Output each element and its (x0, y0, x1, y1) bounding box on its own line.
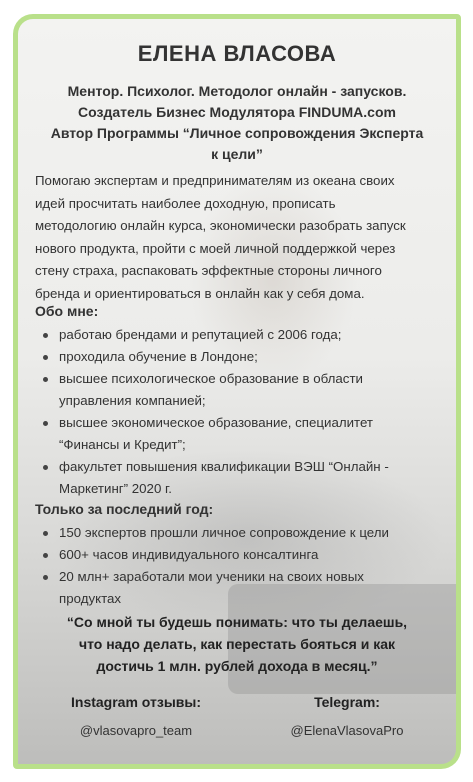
profile-card (13, 14, 461, 769)
intro-line: нового продукта, пройти с моей личной поддержкой через (35, 240, 396, 256)
about-list (42, 324, 442, 500)
list-item (42, 544, 442, 566)
intro-line: идей просчитать наиболее доходную, прописать (35, 195, 336, 211)
last-year-list (42, 522, 442, 610)
intro-line: методологию онлайн курса, экономически разобрать запуск (35, 218, 406, 233)
about-heading: Обо мне: (35, 303, 99, 319)
role-line: Автор Программы “Личное сопровождения Эксперта (50, 125, 424, 141)
telegram-handle-link[interactable]: @ElenaVlasovaPro (290, 723, 404, 738)
quote-line: что надо делать, как перестать бояться и как (78, 636, 396, 652)
list-item-text: “Финансы и Кредит”; (59, 437, 186, 452)
list-item-text: факультет повышения квалификации ВЭШ “Онлайн - (59, 459, 389, 474)
list-item-text: 150 экспертов прошли личное сопровождение к цели (59, 525, 389, 540)
list-item (42, 522, 442, 544)
list-item (42, 346, 442, 368)
quote-text (38, 611, 436, 677)
list-item-text: управления компанией; (59, 393, 206, 408)
list-item-text: 600+ часов индивидуального консалтинга (59, 547, 319, 562)
quote-line: “Со мной ты будешь понимать: что ты делаешь, (66, 614, 408, 630)
list-item (42, 412, 442, 456)
role-line: Ментор. Психолог. Методолог онлайн - запусков. (67, 83, 407, 99)
list-item-text: Маркетинг” 2020 г. (59, 481, 172, 496)
list-item-text: проходила обучение в Лондоне; (59, 349, 258, 364)
intro-line: бренда и ориентироваться в онлайн как у себя дома. (35, 285, 365, 301)
list-item (42, 324, 442, 346)
telegram-contact (247, 694, 447, 738)
last-year-heading: Только за последний год: (35, 501, 214, 517)
profile-name: ЕЛЕНА ВЛАСОВА (137, 41, 337, 66)
list-item-text: продуктах (59, 591, 122, 606)
list-item-text: высшее экономическое образование, специалитет (59, 415, 374, 430)
profile-roles (30, 81, 444, 165)
list-item-text: работаю брендами и репутацией с 2006 года; (59, 327, 342, 342)
intro-line: Помогаю экспертам и предпринимателям из океана своих (35, 173, 395, 188)
instagram-contact (36, 694, 236, 738)
quote-line: достичь 1 млн. рублей дохода в месяц.” (96, 658, 378, 674)
list-item (42, 456, 442, 500)
list-item-text: 20 млн+ заработали мои ученики на своих новых (59, 569, 364, 584)
list-item (42, 566, 442, 610)
intro-line: стену страха, распаковать эффектные стороны личного (35, 263, 382, 278)
role-line: Создатель Бизнес Модулятора FINDUMA.com (78, 104, 396, 120)
role-line: к цели” (211, 146, 263, 162)
instagram-handle-link[interactable]: @vlasovapro_team (79, 723, 193, 738)
instagram-label: Instagram отзывы: (71, 694, 201, 710)
telegram-label: Telegram: (314, 694, 380, 710)
intro-text (35, 170, 442, 305)
list-item (42, 368, 442, 412)
list-item-text: высшее психологическое образование в области (59, 371, 363, 386)
